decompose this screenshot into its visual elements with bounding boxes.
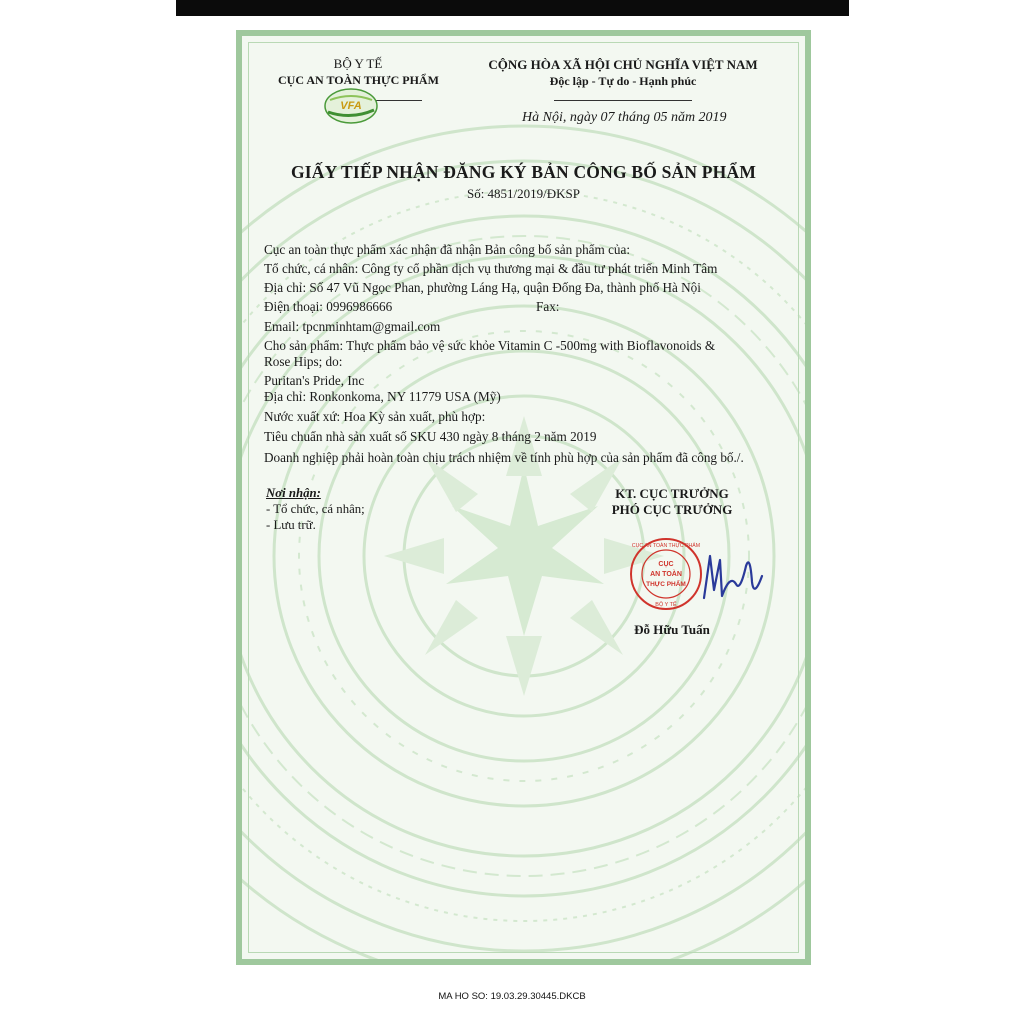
ministry-name: BỘ Y TẾ [333,56,383,71]
country-header [438,56,808,90]
standard-line: Tiêu chuẩn nhà sản xuất số SKU 430 ngày 8 tháng 2 năm 2019 [264,429,597,444]
responsibility-line: Doanh nghiệp phải hoàn toàn chịu trách nhiệm về tính phù hợp của sản phẩm đã công bố./. [264,450,744,465]
product-line-1: Cho sản phẩm: Thực phẩm bảo vệ sức khỏe Vitamin C -500mg with Bioflavonoids & [264,338,716,353]
recipient-item-2: - Lưu trữ. [266,518,316,532]
email-line: Email: tpcnminhtam@gmail.com [264,319,441,334]
fax-line: Fax: [536,299,560,314]
origin-line: Nước xuất xứ: Hoa Kỳ sản xuất, phù hợp: [264,409,486,424]
manufacturer-address: Địa chỉ: Ronkonkoma, NY 11779 USA (Mỹ) [264,389,501,404]
country-name: CỘNG HÒA XÃ HỘI CHỦ NGHĨA VIỆT NAM [488,57,758,72]
organization-address: Địa chỉ: Số 47 Vũ Ngọc Phan, phường Láng Hạ, quận Đống Đa, thành phố Hà Nội [264,280,701,295]
phone-line: Điện thoại: 0996986666 [264,299,393,314]
official-stamp [628,536,704,612]
organization-line: Tổ chức, cá nhân: Công ty cổ phần dịch vụ thương mại & đầu tư phát triển Minh Tâm [264,261,718,276]
signer-name: Đỗ Hữu Tuấn [634,622,710,637]
product-line-2: Rose Hips; do: [264,354,343,369]
handwritten-signature [696,546,766,608]
stamp-center-3: THỰC PHẨM [646,581,686,588]
document-title: GIẤY TIẾP NHẬN ĐĂNG KÝ BẢN CÔNG BỐ SẢN PHẨM [290,162,757,182]
ministry-header [278,56,438,88]
recipients-label: Nơi nhận: [266,486,321,500]
motto: Độc lập - Tự do - Hạnh phúc [549,74,697,88]
department-name: CỤC AN TOÀN THỰC PHẨM [278,73,439,87]
logo-text: VFA [340,100,362,112]
motto-underline [554,100,692,101]
top-black-bar [176,0,849,16]
signer-title-2: PHÓ CỤC TRƯỞNG [611,502,733,517]
vfa-logo [322,86,380,126]
recipient-item-1: - Tổ chức, cá nhân; [266,502,365,516]
file-code: MA HO SO: 19.03.29.30445.DKCB [438,991,586,1002]
signer-title-1: KT. CỤC TRƯỞNG [615,486,729,501]
certificate [236,30,811,965]
intro-text: Cục an toàn thực phẩm xác nhận đã nhận Bản công bố sản phẩm của: [264,242,631,257]
stamp-center-1: CỤC [658,561,674,568]
stamp-center-2: AN TOÀN [650,571,682,578]
manufacturer-name: Puritan's Pride, Inc [264,373,365,388]
document-number: Số: 4851/2019/ĐKSP [466,186,581,201]
stamp-bottom-text: BỘ Y TẾ [655,602,677,608]
issue-date: Hà Nội, ngày 07 tháng 05 năm 2019 [522,110,727,125]
stamp-ring-text: CỤC AN TOÀN THỰC PHẨM [631,543,701,549]
